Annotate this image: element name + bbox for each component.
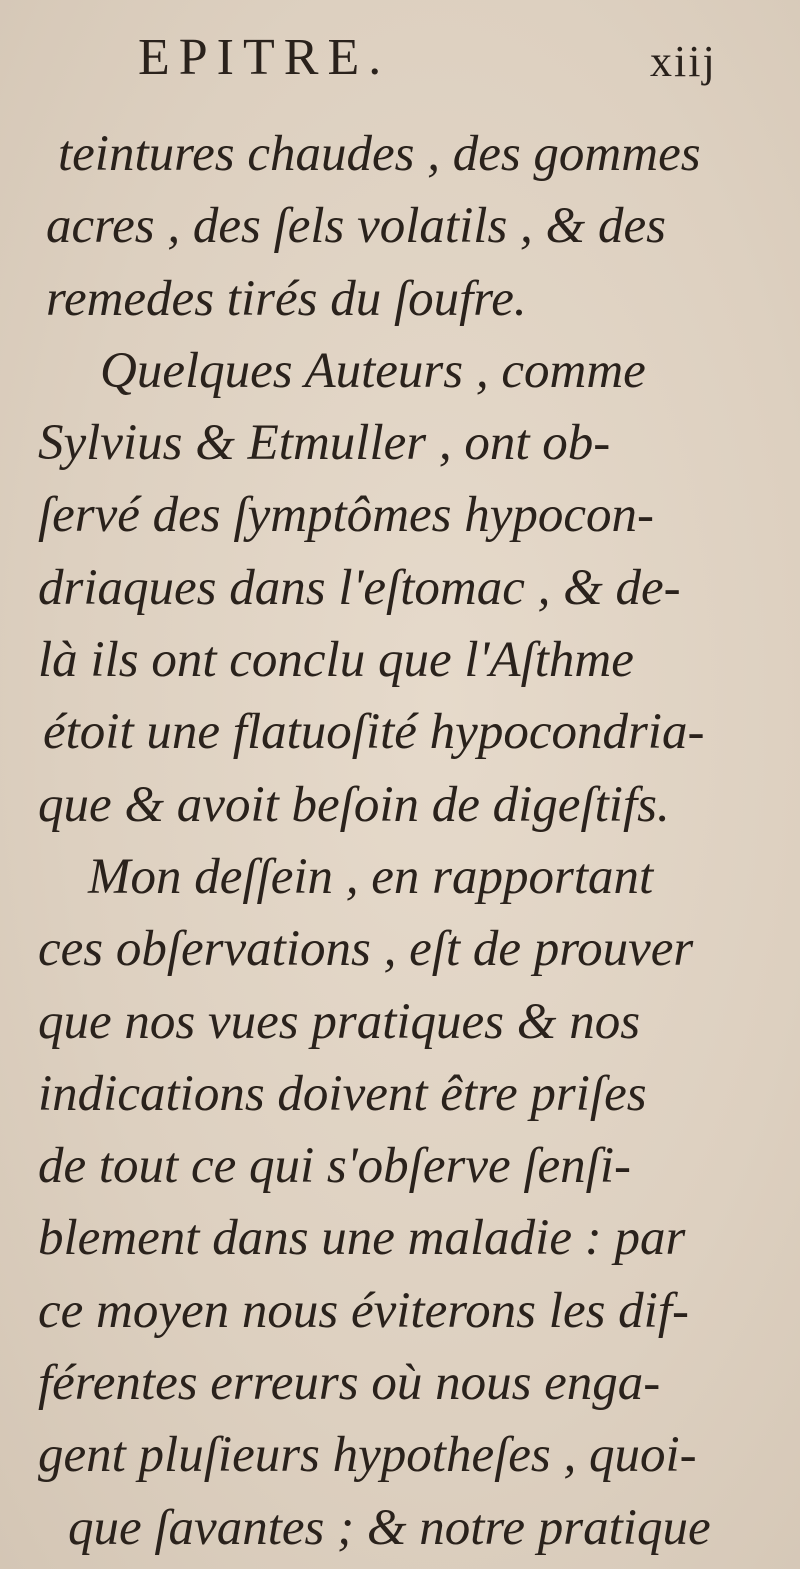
text-line: que ſavantes ; & notre pratique bbox=[68, 1499, 711, 1556]
text-line: Mon deſſein , en rapportant bbox=[88, 848, 654, 905]
text-line: que & avoit beſoin de digeſtifs. bbox=[38, 776, 670, 833]
page-number: xiij bbox=[650, 37, 717, 86]
text-line: ſervé des ſymptômes hypocon- bbox=[38, 487, 655, 544]
text-line: férentes erreurs où nous enga- bbox=[38, 1355, 661, 1412]
text-line: driaques dans l'eſtomac , & de- bbox=[38, 559, 681, 616]
text-line: étoit une flatuoſité hypocondria- bbox=[43, 704, 705, 761]
text-line: là ils ont conclu que l'Aſthme bbox=[38, 632, 634, 689]
body-text bbox=[38, 118, 783, 1564]
text-line: teintures chaudes , des gommes bbox=[58, 126, 701, 182]
text-line: blement dans une maladie : par bbox=[38, 1210, 686, 1267]
running-head bbox=[0, 28, 800, 88]
text-line: Quelques Auteurs , comme bbox=[100, 342, 646, 399]
text-line: remedes tirés du ſoufre. bbox=[46, 270, 527, 327]
text-line: gent pluſieurs hypotheſes , quoi- bbox=[38, 1427, 697, 1484]
text-line: acres , des ſels volatils , & des bbox=[46, 198, 666, 255]
text-line: de tout ce qui s'obſerve ſenſi- bbox=[38, 1138, 631, 1195]
text-line: ces obſervations , eſt de prouver bbox=[38, 921, 694, 978]
running-head-title: EPITRE. bbox=[138, 29, 391, 86]
text-line: que nos vues pratiques & nos bbox=[38, 993, 641, 1050]
text-line: Sylvius & Etmuller , ont ob- bbox=[38, 415, 611, 472]
text-line: indications doivent être priſes bbox=[38, 1065, 647, 1122]
text-line: ce moyen nous éviterons les dif- bbox=[38, 1282, 689, 1339]
